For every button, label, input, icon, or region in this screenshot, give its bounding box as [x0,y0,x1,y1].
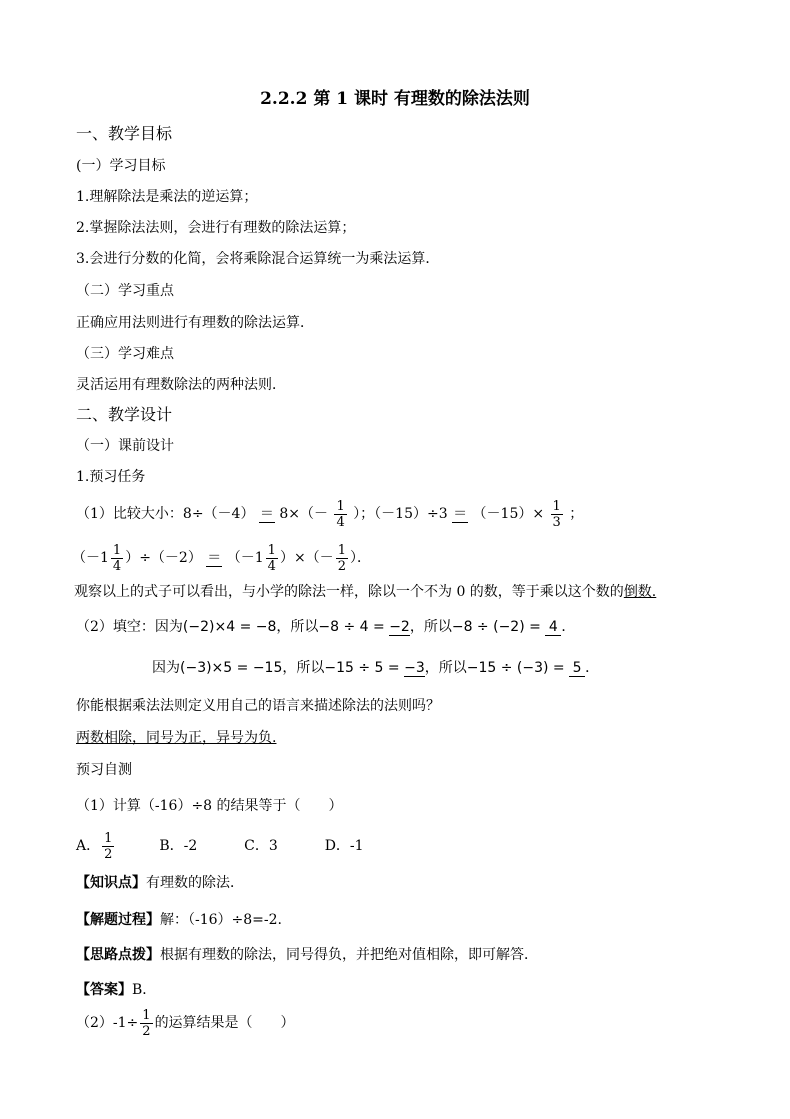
text: ）÷（－2） [125,550,202,566]
fraction [266,543,278,574]
denominator: 4 [112,558,122,574]
answer-blank: ＝ [259,506,274,522]
fraction [551,499,563,530]
problem-1: （1）计算（-16）÷8 的结果等于（ ） [76,798,343,814]
section-objectives: 一、教学目标 [76,124,173,143]
text: （1）比较大小：8÷（－4） [76,506,255,522]
options-line [76,825,364,867]
text: （－15）× [472,506,545,522]
math-expression: −8 ÷ (−2) = [451,619,541,635]
knowledge-point [76,873,244,893]
self-test-heading: 预习自测 [76,762,132,778]
difficulty-text: 灵活运用有理数除法的两种法则． [76,377,286,393]
compare-line-2 [72,536,371,580]
answer-blank: ＝ [453,506,468,522]
text: 根据有理数的除法，同号得负，并把绝对值相除，即可解答． [160,947,538,963]
math-expression: (−3)×5 = −15 [180,660,283,676]
denominator: 2 [337,558,346,574]
goal-2: 2.掌握除法法则，会进行有理数的除法运算； [76,220,356,236]
option-b: B．-2 [159,838,198,854]
text: 有理数的除法． [146,875,244,891]
text: ）×（－ [279,550,334,566]
problem-2 [76,1002,295,1044]
fraction [111,543,123,574]
subsection-learning-goals: (一）学习目标 [76,158,166,174]
text: ）；（－15）÷3 [353,506,448,522]
text: B． [132,982,157,998]
solution [76,910,282,930]
math-expression: −15 ÷ 5 = [324,660,400,676]
subsection-difficulties: （三）学习难点 [76,346,174,362]
key-point-text: 正确应用法则进行有理数的除法运算． [76,315,314,331]
text: （2）-1÷ [76,1015,139,1031]
option-d: D．-1 [324,838,364,854]
text: ，所以 [409,619,452,635]
observation-line [74,582,656,602]
denominator: 2 [142,1023,151,1039]
numerator: 1 [336,498,345,514]
answer-blank: 倒数. [623,584,657,600]
text: 观察以上的式子可以看出，与小学的除法一样，除以一个不为 0 的数，等于乘以这个数的 [74,584,624,600]
page-title: 2.2.2 第 1 课时 有理数的除法法则 [260,89,530,109]
preview-task: 1.预习任务 [76,469,146,485]
hint [76,945,538,965]
label: 【思路点拨】 [76,947,160,963]
option-c: C．3 [244,838,278,854]
label: 【知识点】 [76,875,146,891]
label: 【答案】 [76,982,132,998]
numerator: 1 [267,542,276,558]
numerator: 1 [142,1007,151,1023]
fraction [334,499,346,530]
math-expression: (−2)×4 = −8 [182,619,277,635]
question-line: 你能根据乘法法则定义用自己的语言来描述除法的法则吗？ [76,698,440,714]
text: ； [569,506,584,522]
text: ，所以 [282,660,325,676]
math-expression: −15 ÷ (−3) = [466,660,565,676]
fill-line-2 [152,658,599,678]
option-a-label: A． [76,838,101,854]
denominator: 4 [267,558,276,574]
text: 因为 [152,660,180,676]
numerator: 1 [337,542,346,558]
answer-blank: −2 [389,619,410,635]
subsection-key-points: （二）学习重点 [76,283,174,299]
answer-blank: 5 [569,660,585,677]
goal-1: 1.理解除法是乘法的逆运算； [76,189,258,205]
label: 【解题过程】 [76,912,160,928]
section-design: 二、教学设计 [76,405,173,424]
text: （－1 [72,550,109,566]
answer [76,980,156,1000]
text: ，所以 [276,619,319,635]
fraction [336,543,348,574]
compare-line-1 [76,492,583,536]
answer-blank: ＝ [207,550,222,566]
subsection-preclass: （一）课前设计 [76,438,174,454]
numerator: 1 [104,830,113,846]
text: 8×（－ [279,506,328,522]
fraction [102,831,114,862]
division-rule: 两数相除，同号为正，异号为负. [76,730,277,746]
fill-line-1 [76,617,575,637]
math-expression: −8 ÷ 4 = [318,619,385,635]
denominator: 3 [552,514,561,530]
goal-3: 3.会进行分数的化简，会将乘除混合运算统一为乘法运算． [76,251,440,267]
text: 的运算结果是（ ） [154,1015,295,1031]
text: （－1 [226,550,264,566]
text: ． [561,619,576,635]
text: ）． [349,550,371,566]
text: ． [585,660,600,676]
answer-blank: −3 [404,660,425,676]
answer-blank: 4 [545,619,561,636]
numerator: 1 [112,542,122,558]
text: ，所以 [424,660,467,676]
denominator: 4 [336,514,345,530]
denominator: 2 [104,846,113,862]
numerator: 1 [552,498,561,514]
fraction [140,1008,152,1039]
text: （2）填空：因为 [76,619,183,635]
text: 解：（-16）÷8=-2. [160,912,283,928]
